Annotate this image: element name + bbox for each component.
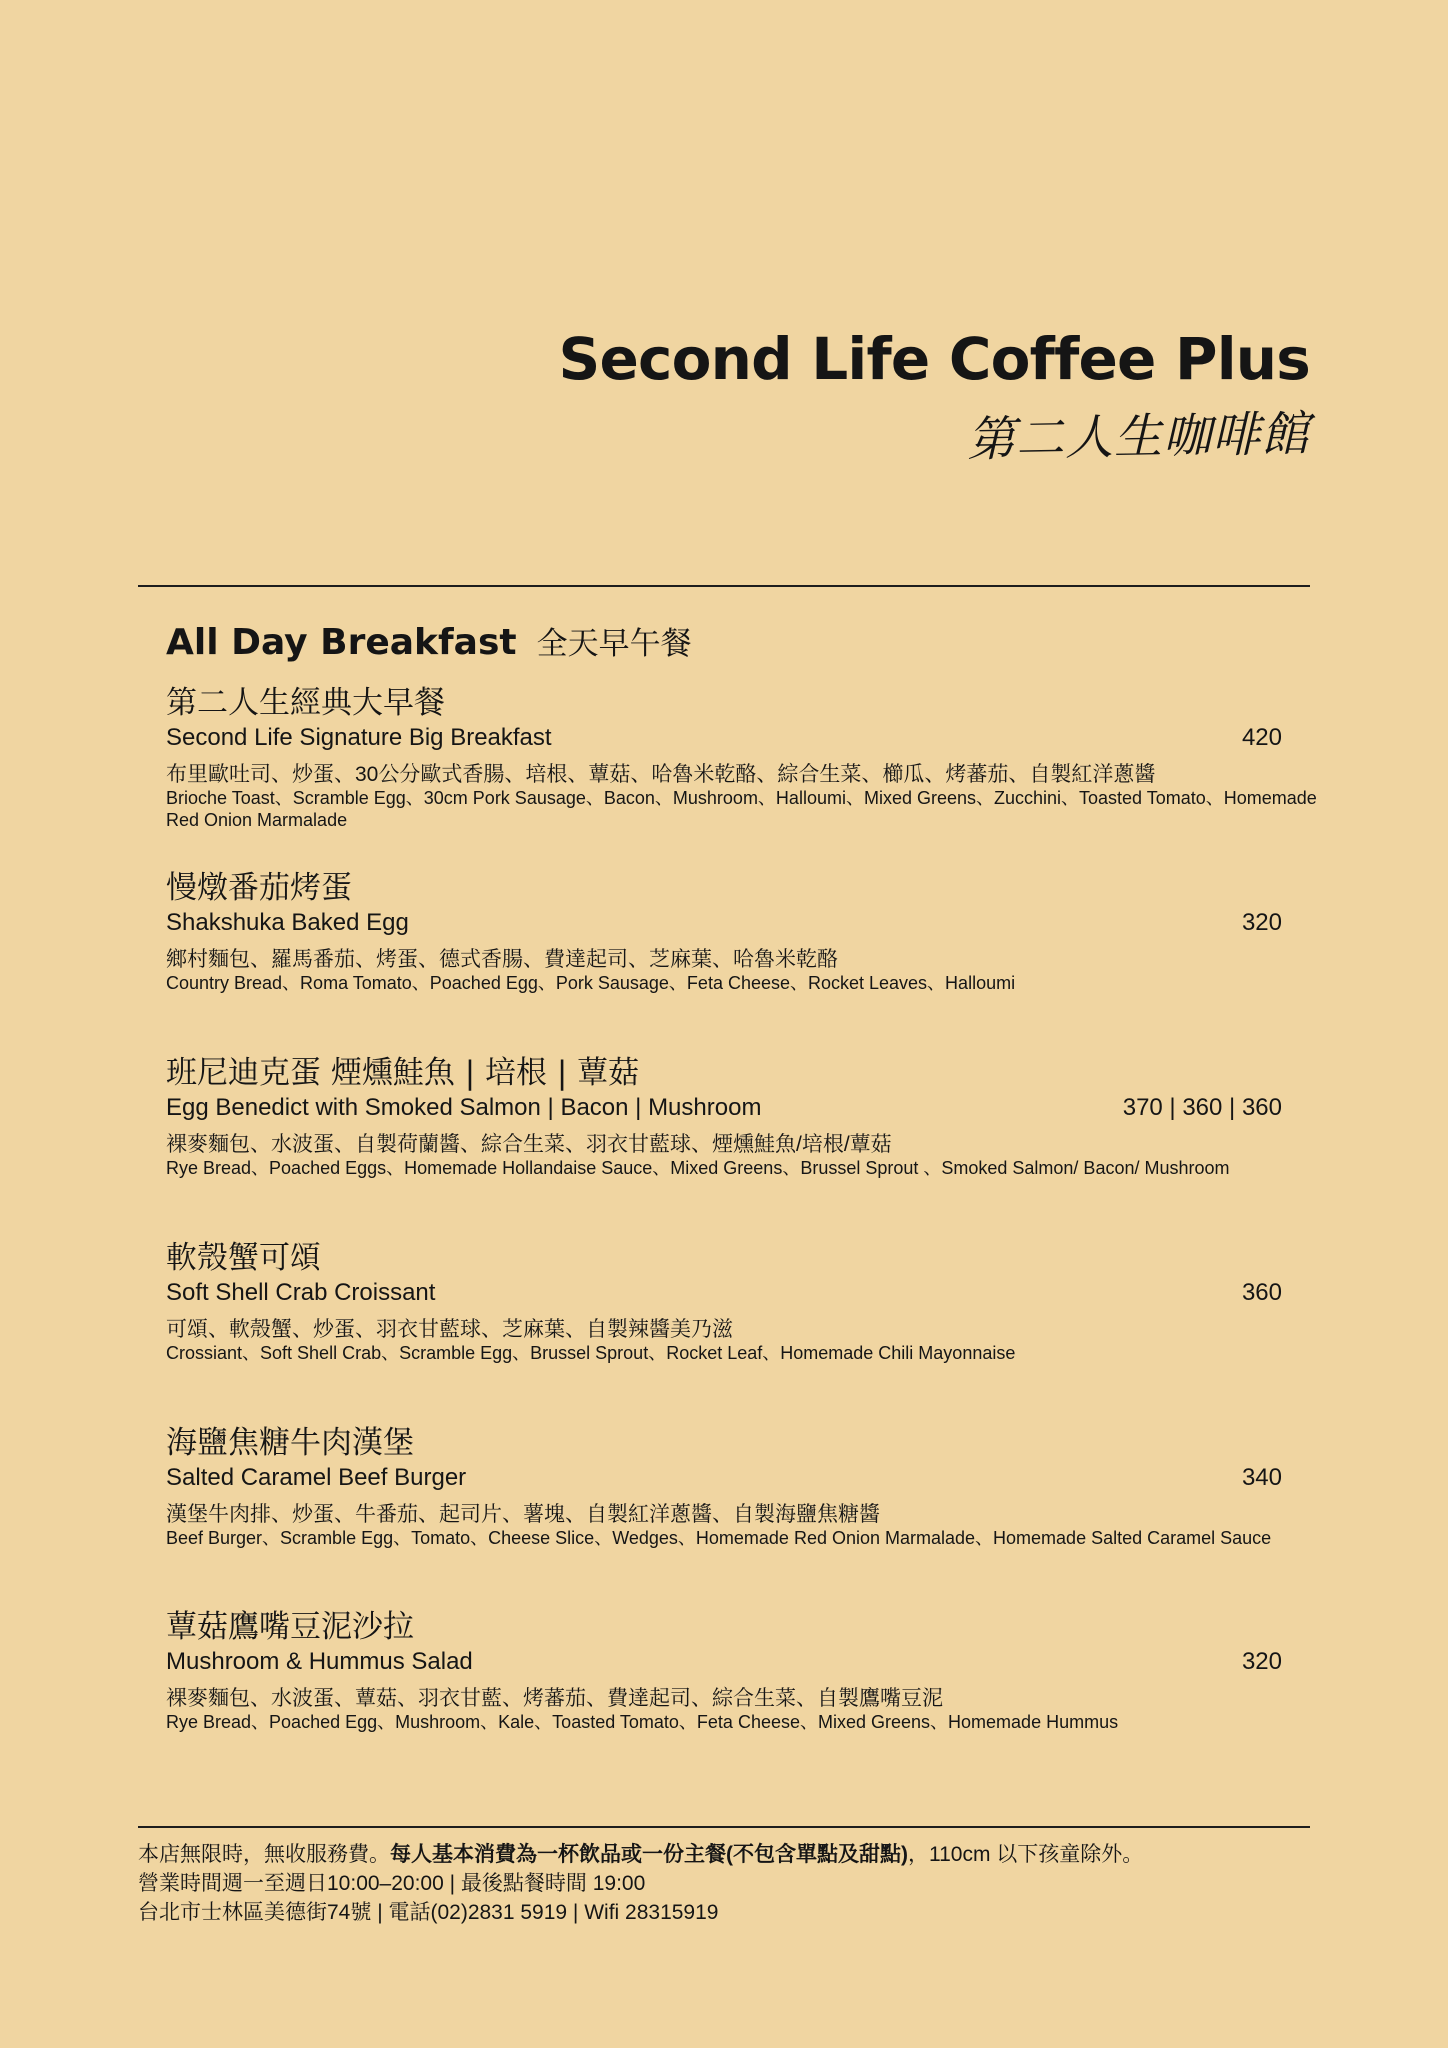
- footer-service-note-part-1: 本店無限時，無收服務費。: [138, 1843, 390, 1866]
- menu-item-title-en: Second Life Signature Big Breakfast: [166, 724, 552, 751]
- footer-service-note: [138, 1840, 1310, 1869]
- menu-item-soft-shell-crab: [166, 1240, 1356, 1364]
- menu-item-title-en: Egg Benedict with Smoked Salmon | Bacon | Mushroom: [166, 1094, 762, 1121]
- menu-item-title-zh: 蕈菇鷹嘴豆泥沙拉: [166, 1609, 414, 1645]
- menu-item-title-zh: 海鹽焦糖牛肉漢堡: [166, 1425, 414, 1461]
- menu-item-description-zh: 鄉村麵包、羅馬番茄、烤蛋、德式香腸、費達起司、芝麻葉、哈魯米乾酪: [166, 948, 838, 971]
- menu-item-title-zh: 第二人生經典大早餐: [166, 685, 445, 721]
- brand-subtitle-zh: 第二人生咖啡館: [966, 406, 1311, 468]
- footer-info: [138, 1840, 1310, 1927]
- menu-item-egg-benedict: [166, 1055, 1356, 1179]
- menu-item-description-en: Brioche Toast、Scramble Egg、30cm Pork Sausage、Bacon、Mushroom、Halloumi、Mixed Greens、Zucchini、Toasted Tomato、Homemade Red Onion Marmalade: [166, 788, 1317, 830]
- menu-item-big-breakfast: [166, 685, 1356, 831]
- brand-header: [550, 325, 1311, 468]
- menu-item-title-row: [166, 1463, 1356, 1493]
- menu-item-description-zh: 漢堡牛肉排、炒蛋、牛番茄、起司片、薯塊、自製紅洋蔥醬、自製海鹽焦糖醬: [166, 1503, 880, 1526]
- menu-item-title-en: Salted Caramel Beef Burger: [166, 1464, 467, 1491]
- menu-item-title-row: [166, 908, 1356, 938]
- menu-item-description-en: Crossiant、Soft Shell Crab、Scramble Egg、Brussel Sprout、Rocket Leaf、Homemade Chili Mayonnaise: [166, 1343, 1016, 1363]
- menu-item-hummus-salad: [166, 1609, 1356, 1733]
- footer-service-note-part-3: ，110cm 以下孩童除外。: [907, 1843, 1144, 1866]
- menu-item-title-row: [166, 1278, 1356, 1308]
- menu-item-title-row: [166, 1647, 1356, 1677]
- menu-item-description-en: Rye Bread、Poached Egg、Mushroom、Kale、Toasted Tomato、Feta Cheese、Mixed Greens、Homemade Hummus: [166, 1712, 1119, 1732]
- brand-title: Second Life Coffee Plus: [558, 325, 1310, 393]
- menu-item-title-zh: 慢燉番茄烤蛋: [166, 870, 352, 906]
- menu-item-description-zh: 布里歐吐司、炒蛋、30公分歐式香腸、培根、蕈菇、哈魯米乾酪、綜合生菜、櫛瓜、烤蕃茄、自製紅洋蔥醬: [166, 763, 1156, 786]
- menu-item-title-zh: 班尼迪克蛋 煙燻鮭魚 | 培根 | 蕈菇: [166, 1055, 640, 1091]
- bottom-divider: [138, 1826, 1310, 1828]
- menu-item-beef-burger: [166, 1425, 1356, 1549]
- section-title-en: All Day Breakfast: [166, 622, 517, 663]
- menu-item-description-zh: 裸麥麵包、水波蛋、蕈菇、羽衣甘藍、烤蕃茄、費達起司、綜合生菜、自製鷹嘴豆泥: [166, 1687, 943, 1710]
- menu-item-title-row: [166, 1093, 1356, 1123]
- menu-item-price: 340: [1241, 1464, 1282, 1491]
- menu-item-title-en: Mushroom & Hummus Salad: [166, 1648, 473, 1675]
- menu-item-title-zh: 軟殼蟹可頌: [166, 1240, 321, 1276]
- menu-item-description-zh: 裸麥麵包、水波蛋、自製荷蘭醬、綜合生菜、羽衣甘藍球、煙燻鮭魚/培根/蕈菇: [166, 1133, 892, 1156]
- footer-address-contact: 台北市士林區美德街74號 | 電話(02)2831 5919 | Wifi 28315919: [138, 1901, 719, 1924]
- menu-item-shakshuka: [166, 870, 1356, 994]
- menu-item-price: 370 | 360 | 360: [1122, 1094, 1282, 1121]
- footer-hours: 營業時間週一至週日10:00–20:00 | 最後點餐時間 19:00: [138, 1872, 646, 1895]
- footer-minimum-charge: 每人基本消費為一杯飲品或一份主餐(不包含單點及甜點): [390, 1843, 908, 1866]
- top-divider: [138, 585, 1310, 587]
- menu-item-description-zh: 可頌、軟殼蟹、炒蛋、羽衣甘藍球、芝麻葉、自製辣醬美乃滋: [166, 1318, 733, 1341]
- menu-item-title-en: Shakshuka Baked Egg: [166, 909, 409, 936]
- menu-item-price: 360: [1241, 1279, 1282, 1306]
- section-title-zh: 全天早午餐: [536, 626, 692, 662]
- menu-item-price: 420: [1241, 724, 1282, 751]
- menu-item-title-en: Soft Shell Crab Croissant: [166, 1279, 436, 1306]
- menu-item-description-en: Beef Burger、Scramble Egg、Tomato、Cheese Slice、Wedges、Homemade Red Onion Marmalade、Homemade Salted Caramel Sauce: [166, 1528, 1272, 1548]
- menu-item-title-row: [166, 723, 1356, 753]
- menu-item-price: 320: [1241, 1648, 1282, 1675]
- menu-item-description-en: Country Bread、Roma Tomato、Poached Egg、Pork Sausage、Feta Cheese、Rocket Leaves、Halloumi: [166, 973, 1016, 993]
- menu-item-description-en: Rye Bread、Poached Eggs、Homemade Hollandaise Sauce、Mixed Greens、Brussel Sprout 、Smoked Salmon/ Bacon/ Mushroom: [166, 1158, 1230, 1178]
- menu-item-price: 320: [1241, 909, 1282, 936]
- section-heading: [166, 622, 692, 663]
